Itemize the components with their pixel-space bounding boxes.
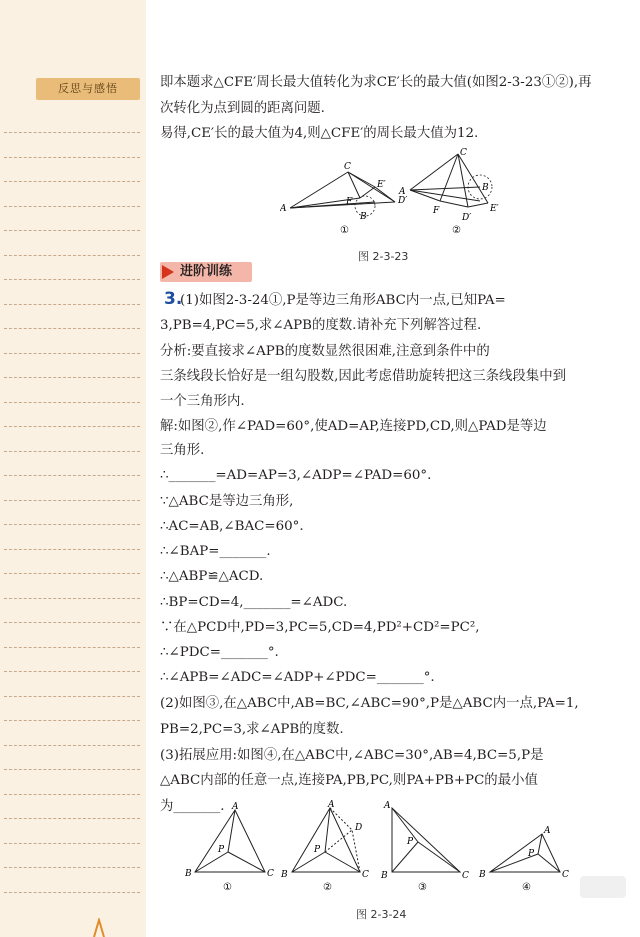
- figure-2-3-23: [280, 145, 640, 240]
- fig24-2-C: C: [362, 870, 369, 880]
- note-line: [4, 255, 140, 256]
- note-line: [4, 451, 140, 452]
- question-line: 为_______.: [160, 799, 225, 814]
- fig24-4-B: B: [479, 870, 486, 880]
- question-line: 3,PB=4,PC=5,求∠APB的度数.请补充下列解答过程.: [160, 318, 482, 333]
- note-line: [4, 671, 140, 672]
- note-line: [4, 647, 140, 648]
- watermark: [580, 876, 626, 898]
- fig23-2-label-D: D′: [462, 213, 472, 223]
- question-line: PB=2,PC=3,求∠APB的度数.: [160, 722, 344, 737]
- section-title: 进阶训练: [180, 264, 233, 279]
- figure-2-3-24: [180, 800, 630, 895]
- figure-24-sub-1: [184, 802, 274, 893]
- fig24-3-B: B: [381, 871, 388, 881]
- note-line: [4, 745, 140, 746]
- note-line: [4, 867, 140, 868]
- note-line: [4, 402, 140, 403]
- question-line: 分析:要直接求∠APB的度数显然很困难,注意到条件中的: [160, 344, 490, 359]
- fig23-1-label-A: A: [280, 204, 287, 214]
- note-line: [4, 304, 140, 305]
- question-line: (3)拓展应用:如图④,在△ABC中,∠ABC=30°,AB=4,BC=5,P是: [160, 748, 544, 763]
- figure-24-sub-3: [380, 801, 469, 893]
- question-line: (2)如图③,在△ABC中,AB=BC,∠ABC=90°,P是△ABC内一点,PA=1,: [160, 696, 579, 711]
- note-line: [4, 328, 140, 329]
- fig24-1-A: A: [232, 802, 239, 812]
- fig23-2-label-B: B: [482, 183, 489, 193]
- fig23-sub-label-2: ②: [452, 225, 461, 236]
- note-line: [4, 696, 140, 697]
- section-header: [160, 262, 252, 282]
- figure-24-sub-4: [478, 826, 569, 893]
- fig23-2-label-F: F: [433, 206, 440, 216]
- note-line: [4, 524, 140, 525]
- fig24-sub-label-4: ④: [522, 882, 531, 893]
- fig23-1-label-D: D′: [398, 196, 408, 206]
- note-line: [4, 843, 140, 844]
- note-line: [4, 769, 140, 770]
- note-line: [4, 279, 140, 280]
- question-line: △ABC内部的任意一点,连接PA,PB,PC,则PA+PB+PC的最小值: [160, 773, 538, 788]
- note-line: [4, 353, 140, 354]
- intro-line-1: 即本题求△CFE′周长最大值转化为求CE′长的最大值(如图2-3-23①②),再: [160, 75, 592, 90]
- note-line: [4, 720, 140, 721]
- fig24-2-B: B: [281, 870, 288, 880]
- fig24-2-D: D: [355, 823, 363, 833]
- fig24-4-P: P: [528, 849, 535, 859]
- fig23-2-label-C: C: [460, 148, 467, 158]
- fig24-4-A: A: [544, 826, 551, 836]
- fig24-2-P: P: [314, 845, 321, 855]
- figure-24-sub-2: [280, 800, 369, 893]
- figure-23-sub-2: [398, 148, 499, 236]
- note-line: [4, 206, 140, 207]
- note-line: [4, 475, 140, 476]
- fig24-1-C: C: [267, 869, 274, 879]
- fig24-3-P: P: [407, 837, 414, 847]
- note-line: [4, 622, 140, 623]
- sidebar: [0, 0, 146, 937]
- note-line: [4, 426, 140, 427]
- fig24-sub-label-1: ①: [223, 882, 232, 893]
- note-line: [4, 377, 140, 378]
- note-line: [4, 157, 140, 158]
- fig24-2-A: A: [328, 800, 335, 810]
- figure-24-caption: 图 2-3-24: [356, 908, 407, 921]
- question-line: ∴△ABP≌△ACD.: [160, 569, 264, 584]
- note-line: [4, 794, 140, 795]
- note-line: [4, 230, 140, 231]
- question-line: ∴_______=AD=AP=3,∠ADP=∠PAD=60°.: [160, 468, 432, 483]
- question-line: ∴∠APB=∠ADC=∠ADP+∠PDC=_______°.: [160, 670, 435, 685]
- intro-line-2: 次转化为点到圆的距离问题.: [160, 101, 325, 116]
- fig23-sub-label-1: ①: [340, 225, 349, 236]
- note-line: [4, 132, 140, 133]
- intro-line-3: 易得,CE′长的最大值为4,则△CFE′的周长最大值为12.: [160, 126, 479, 141]
- page-corner-mark: [92, 918, 106, 937]
- question-line: ∵△ABC是等边三角形,: [160, 494, 294, 509]
- fig23-2-label-E: E′: [490, 204, 499, 214]
- question-line: ∴∠PDC=_______°.: [160, 645, 279, 660]
- note-line: [4, 549, 140, 550]
- fig24-1-P: P: [218, 845, 225, 855]
- question-line: ∴BP=CD=4,_______=∠ADC.: [160, 595, 348, 610]
- fig24-3-C: C: [462, 871, 469, 881]
- fig23-2-label-A: A: [399, 187, 406, 197]
- question-number: 3.: [164, 289, 183, 309]
- fig24-sub-label-3: ③: [418, 882, 427, 893]
- figure-23-caption: 图 2-3-23: [358, 250, 409, 263]
- question-line: 三条线段长恰好是一组勾股数,因此考虑借助旋转把这三条线段集中到: [160, 369, 566, 384]
- question-line: ∵在△PCD中,PD=3,PC=5,CD=4,PD²+CD²=PC²,: [160, 620, 480, 635]
- question-line: 解:如图②,作∠PAD=60°,使AD=AP,连接PD,CD,则△PAD是等边: [160, 419, 547, 434]
- fig24-3-A: A: [384, 801, 391, 811]
- note-line: [4, 500, 140, 501]
- question-line: 一个三角形内.: [160, 394, 245, 409]
- fig24-sub-label-2: ②: [323, 882, 332, 893]
- note-line: [4, 818, 140, 819]
- fig23-1-label-F: F: [346, 197, 353, 207]
- question-line: 三角形.: [160, 443, 205, 458]
- fig24-4-C: C: [562, 870, 569, 880]
- figure-23-sub-1: [280, 162, 407, 236]
- question-line: ∴∠BAP=_______.: [160, 544, 271, 559]
- question-line: ∴AC=AB,∠BAC=60°.: [160, 519, 304, 534]
- fig23-1-label-B: B: [360, 212, 367, 222]
- fig23-1-label-C: C: [344, 162, 351, 172]
- note-line: [4, 598, 140, 599]
- fig23-1-label-E: E′: [377, 180, 386, 190]
- sidebar-label: 反思与感悟: [36, 78, 140, 100]
- note-line: [4, 892, 140, 893]
- arrow-icon: [162, 265, 174, 279]
- question-line: (1)如图2-3-24①,P是等边三角形ABC内一点,已知PA=: [180, 293, 506, 308]
- note-line: [4, 181, 140, 182]
- note-line: [4, 573, 140, 574]
- fig24-1-B: B: [185, 869, 192, 879]
